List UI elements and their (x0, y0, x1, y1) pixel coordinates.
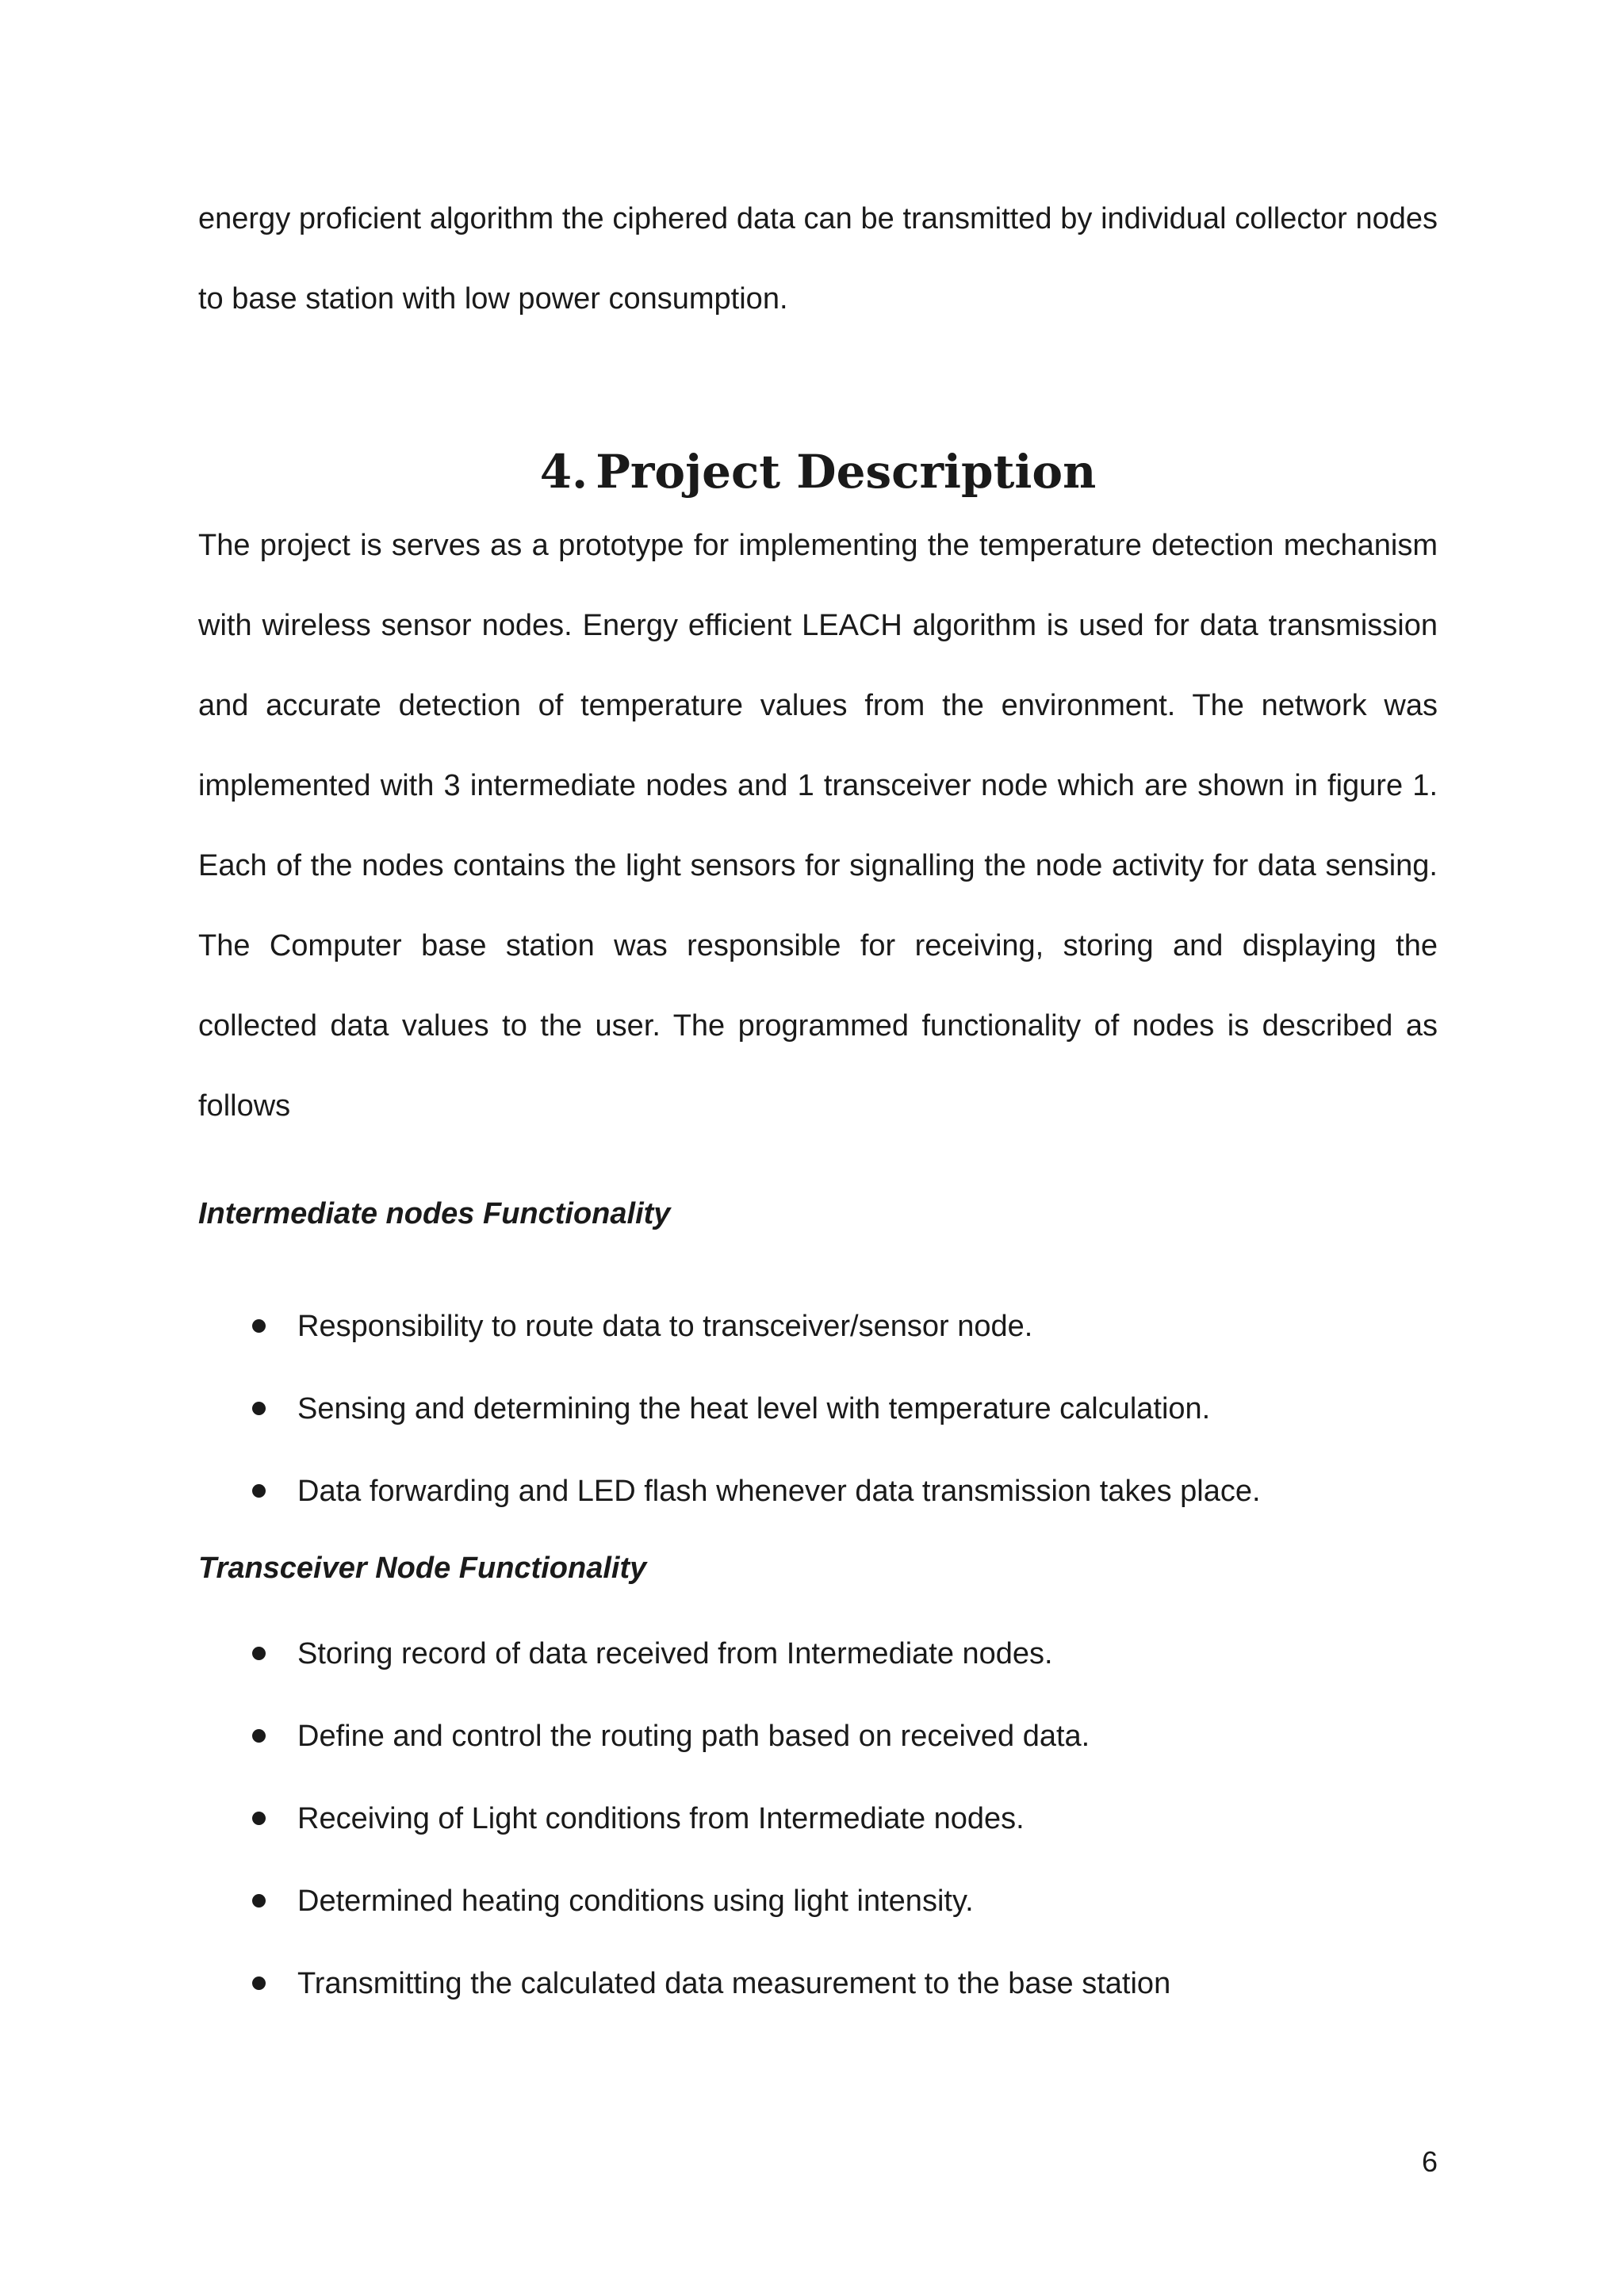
description-paragraph: The project is serves as a prototype for implementing the temperature detection mechanism with wireless sensor nodes. Energy efficient LEACH algorithm is used for data transmission and accurate detection of temperature values from the environment. The network was implemented with 3 intermediate nodes and 1 transceiver node which are shown in figure 1. Each of the nodes contains the light sensors for signalling the node activity for data sensing. The Computer base station was responsible for receiving, storing and displaying the collected data values to the user. The programmed functionality of nodes is described as follows (198, 529, 1438, 1123)
list-item-text: Determined heating conditions using light intensity. (297, 1885, 974, 1918)
intermediate-subheading: Intermediate nodes Functionality (198, 1197, 671, 1230)
list-item (198, 1632, 1438, 1714)
list-item (198, 1714, 1438, 1797)
section-heading (198, 438, 1438, 506)
list-item-text: Sensing and determining the heat level with temperature calculation. (297, 1392, 1211, 1425)
list-item-text: Define and control the routing path based on received data. (297, 1720, 1090, 1753)
document-page (198, 0, 1438, 2296)
bullet-icon (252, 1894, 266, 1908)
bullet-icon (252, 1812, 266, 1825)
list-item (198, 1961, 1438, 2044)
list-item-text: Receiving of Light conditions from Intermediate nodes. (297, 1802, 1025, 1835)
bullet-icon (252, 1319, 266, 1333)
bullet-icon (252, 1484, 266, 1498)
intermediate-list (198, 1304, 1438, 1552)
bullet-icon (252, 1976, 266, 1990)
list-item (198, 1797, 1438, 1879)
bullet-icon (252, 1647, 266, 1660)
section-number: 4. (539, 445, 588, 499)
section-title: Project Description (596, 445, 1097, 499)
transceiver-list (198, 1632, 1438, 2044)
list-item-text: Responsibility to route data to transceiver/sensor node. (297, 1310, 1033, 1343)
list-item (198, 1304, 1438, 1387)
list-item-text: Transmitting the calculated data measurement to the base station (297, 1967, 1171, 2000)
list-item (198, 1879, 1438, 1961)
bullet-icon (252, 1402, 266, 1415)
list-item (198, 1387, 1438, 1469)
list-item-text: Data forwarding and LED flash whenever data transmission takes place. (297, 1475, 1261, 1508)
list-item-text: Storing record of data received from Intermediate nodes. (297, 1637, 1053, 1670)
intro-paragraph: energy proficient algorithm the ciphered data can be transmitted by individual collector nodes to base station with low power consumption. (198, 202, 1438, 316)
page-number: 6 (1421, 2145, 1438, 2178)
list-item (198, 1469, 1438, 1552)
transceiver-subheading: Transceiver Node Functionality (198, 1552, 647, 1585)
bullet-icon (252, 1729, 266, 1743)
